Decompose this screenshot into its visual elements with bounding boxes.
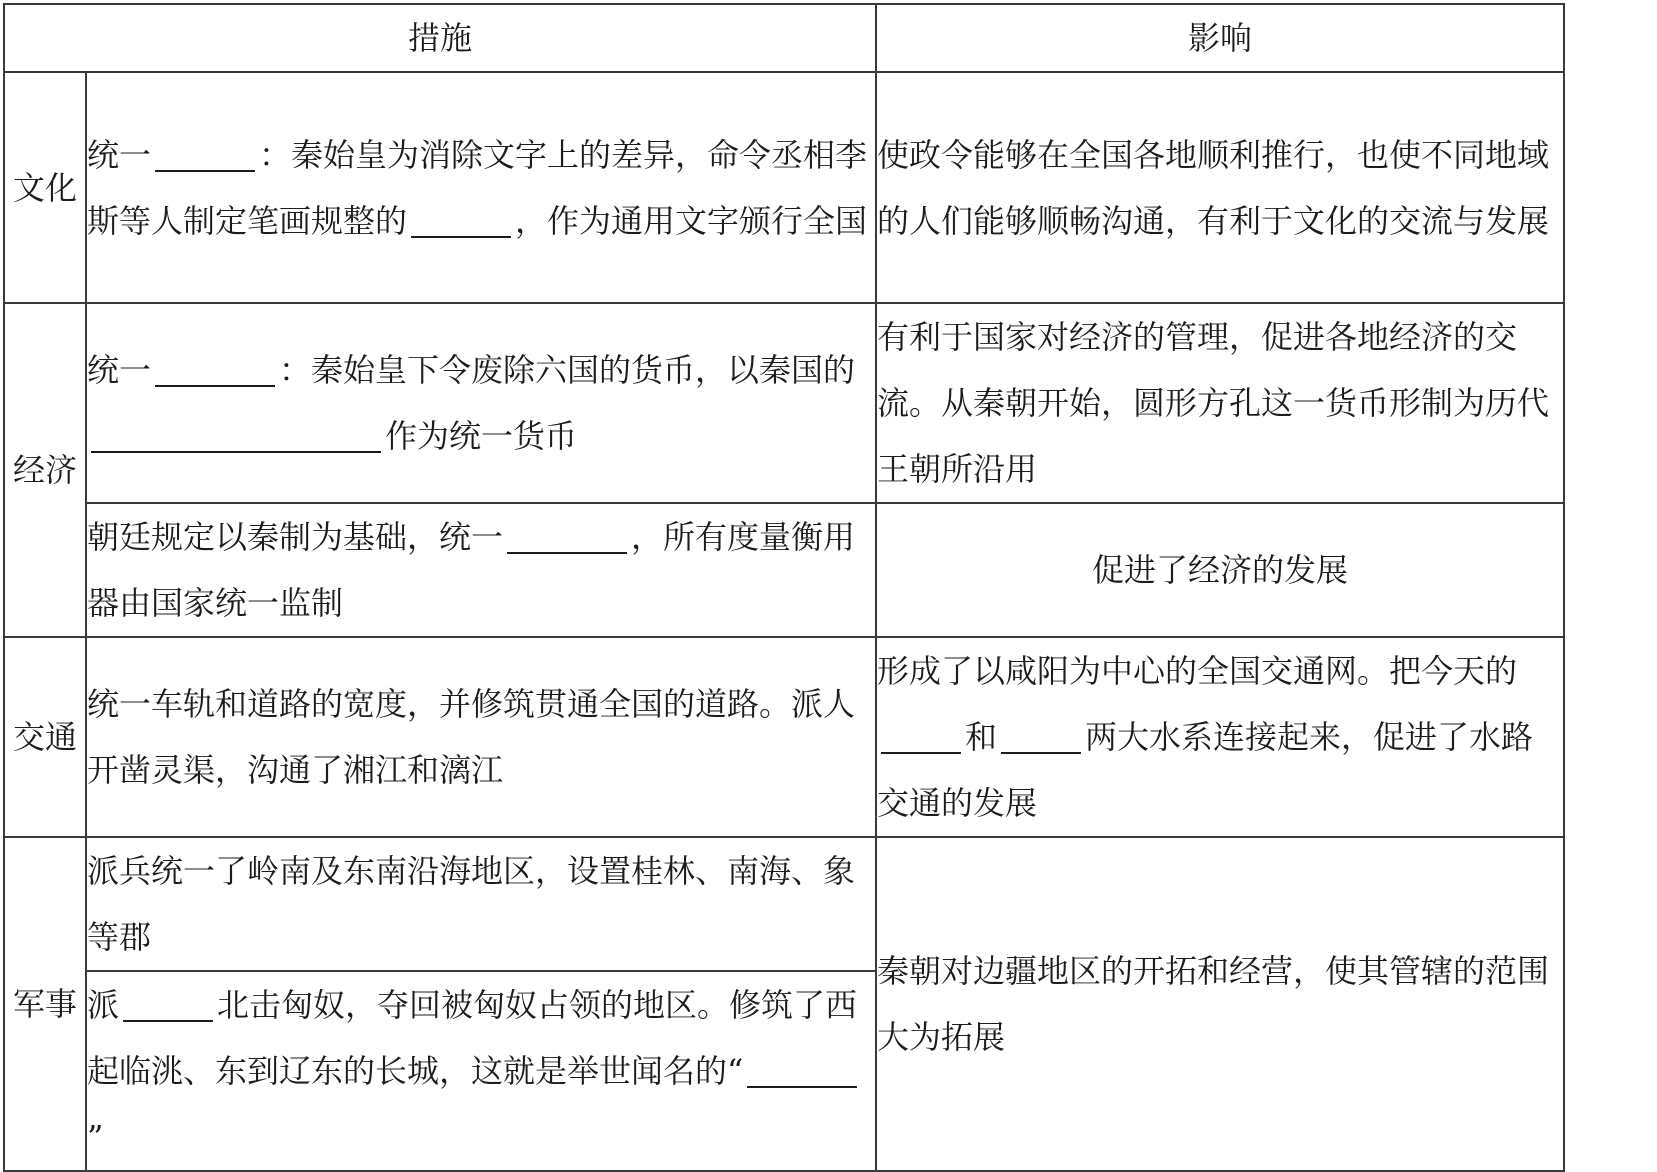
economy-currency-measure [86, 303, 876, 503]
measure-text: ，所有度量衡用器由国家统一监制 [87, 518, 856, 622]
measure-text: ” [87, 1118, 104, 1156]
category-military: 军事 [4, 837, 86, 1171]
measure-text: 北击匈奴，夺回被匈奴占领的地区。修筑了西起临洮、东到辽东的长城，这就是举世闻名的“ [87, 986, 858, 1090]
measure-text: ：秦始皇下令废除六国的货币，以秦国的 [279, 351, 856, 389]
transport-measure: 统一车轨和道路的宽度，并修筑贯通全国的道路。派人开凿灵渠，沟通了湘江和漓江 [86, 637, 876, 837]
culture-impact: 使政令能够在全国各地顺利推行，也使不同地域的人们能够顺畅沟通，有利于文化的交流与发展 [876, 72, 1564, 303]
economy-currency-impact: 有利于国家对经济的管理，促进各地经济的交流。从秦朝开始，圆形方孔这一货币形制为历代王朝所沿用 [876, 303, 1564, 503]
military-lingnan-measure: 派兵统一了岭南及东南沿海地区，设置桂林、南海、象等郡 [86, 837, 876, 971]
category-transport: 交通 [4, 637, 86, 837]
fill-in-blank [1001, 716, 1081, 754]
economy-measures-measure [86, 503, 876, 637]
impact-text: 形成了以咸阳为中心的全国交通网。把今天的 [877, 652, 1518, 690]
category-culture: 文化 [4, 72, 86, 303]
military-xiongnu-measure [86, 971, 876, 1171]
culture-measure [86, 72, 876, 303]
economy-row-1 [4, 303, 1564, 503]
impact-text: 和 [965, 718, 998, 756]
fill-in-blank [155, 134, 255, 172]
military-row-1 [4, 837, 1564, 971]
economy-row-2 [4, 503, 1564, 637]
measures-header: 措施 [4, 4, 876, 72]
header-row [4, 4, 1564, 72]
category-economy: 经济 [4, 303, 86, 637]
economy-measures-impact: 促进了经济的发展 [876, 503, 1564, 637]
military-impact: 秦朝对边疆地区的开拓和经营，使其管辖的范围大为拓展 [876, 837, 1564, 1171]
fill-in-blank [91, 415, 381, 453]
fill-in-blank [411, 200, 511, 238]
measure-text: ：秦始皇为消除文字上的差异，命令丞相李斯等人制定笔画规整的 [87, 135, 868, 240]
qin-policies-table [3, 3, 1565, 1172]
fill-in-blank [123, 984, 213, 1022]
fill-in-blank [155, 349, 275, 387]
fill-in-blank [507, 516, 627, 554]
measure-text: 派 [87, 986, 120, 1024]
measure-text: 统一 [87, 135, 152, 174]
transport-impact [876, 637, 1564, 837]
transport-row [4, 637, 1564, 837]
impact-header: 影响 [876, 4, 1564, 72]
measure-text: 朝廷规定以秦制为基础，统一 [87, 518, 504, 556]
culture-row [4, 72, 1564, 303]
impact-text: 两大水系连接起来，促进了水路交通的发展 [877, 718, 1534, 822]
measure-text: ，作为通用文字颁行全国 [515, 201, 868, 240]
fill-in-blank [881, 716, 961, 754]
measure-text: 作为统一货币 [385, 417, 578, 455]
fill-in-blank [747, 1050, 857, 1088]
measure-text: 统一 [87, 351, 152, 389]
